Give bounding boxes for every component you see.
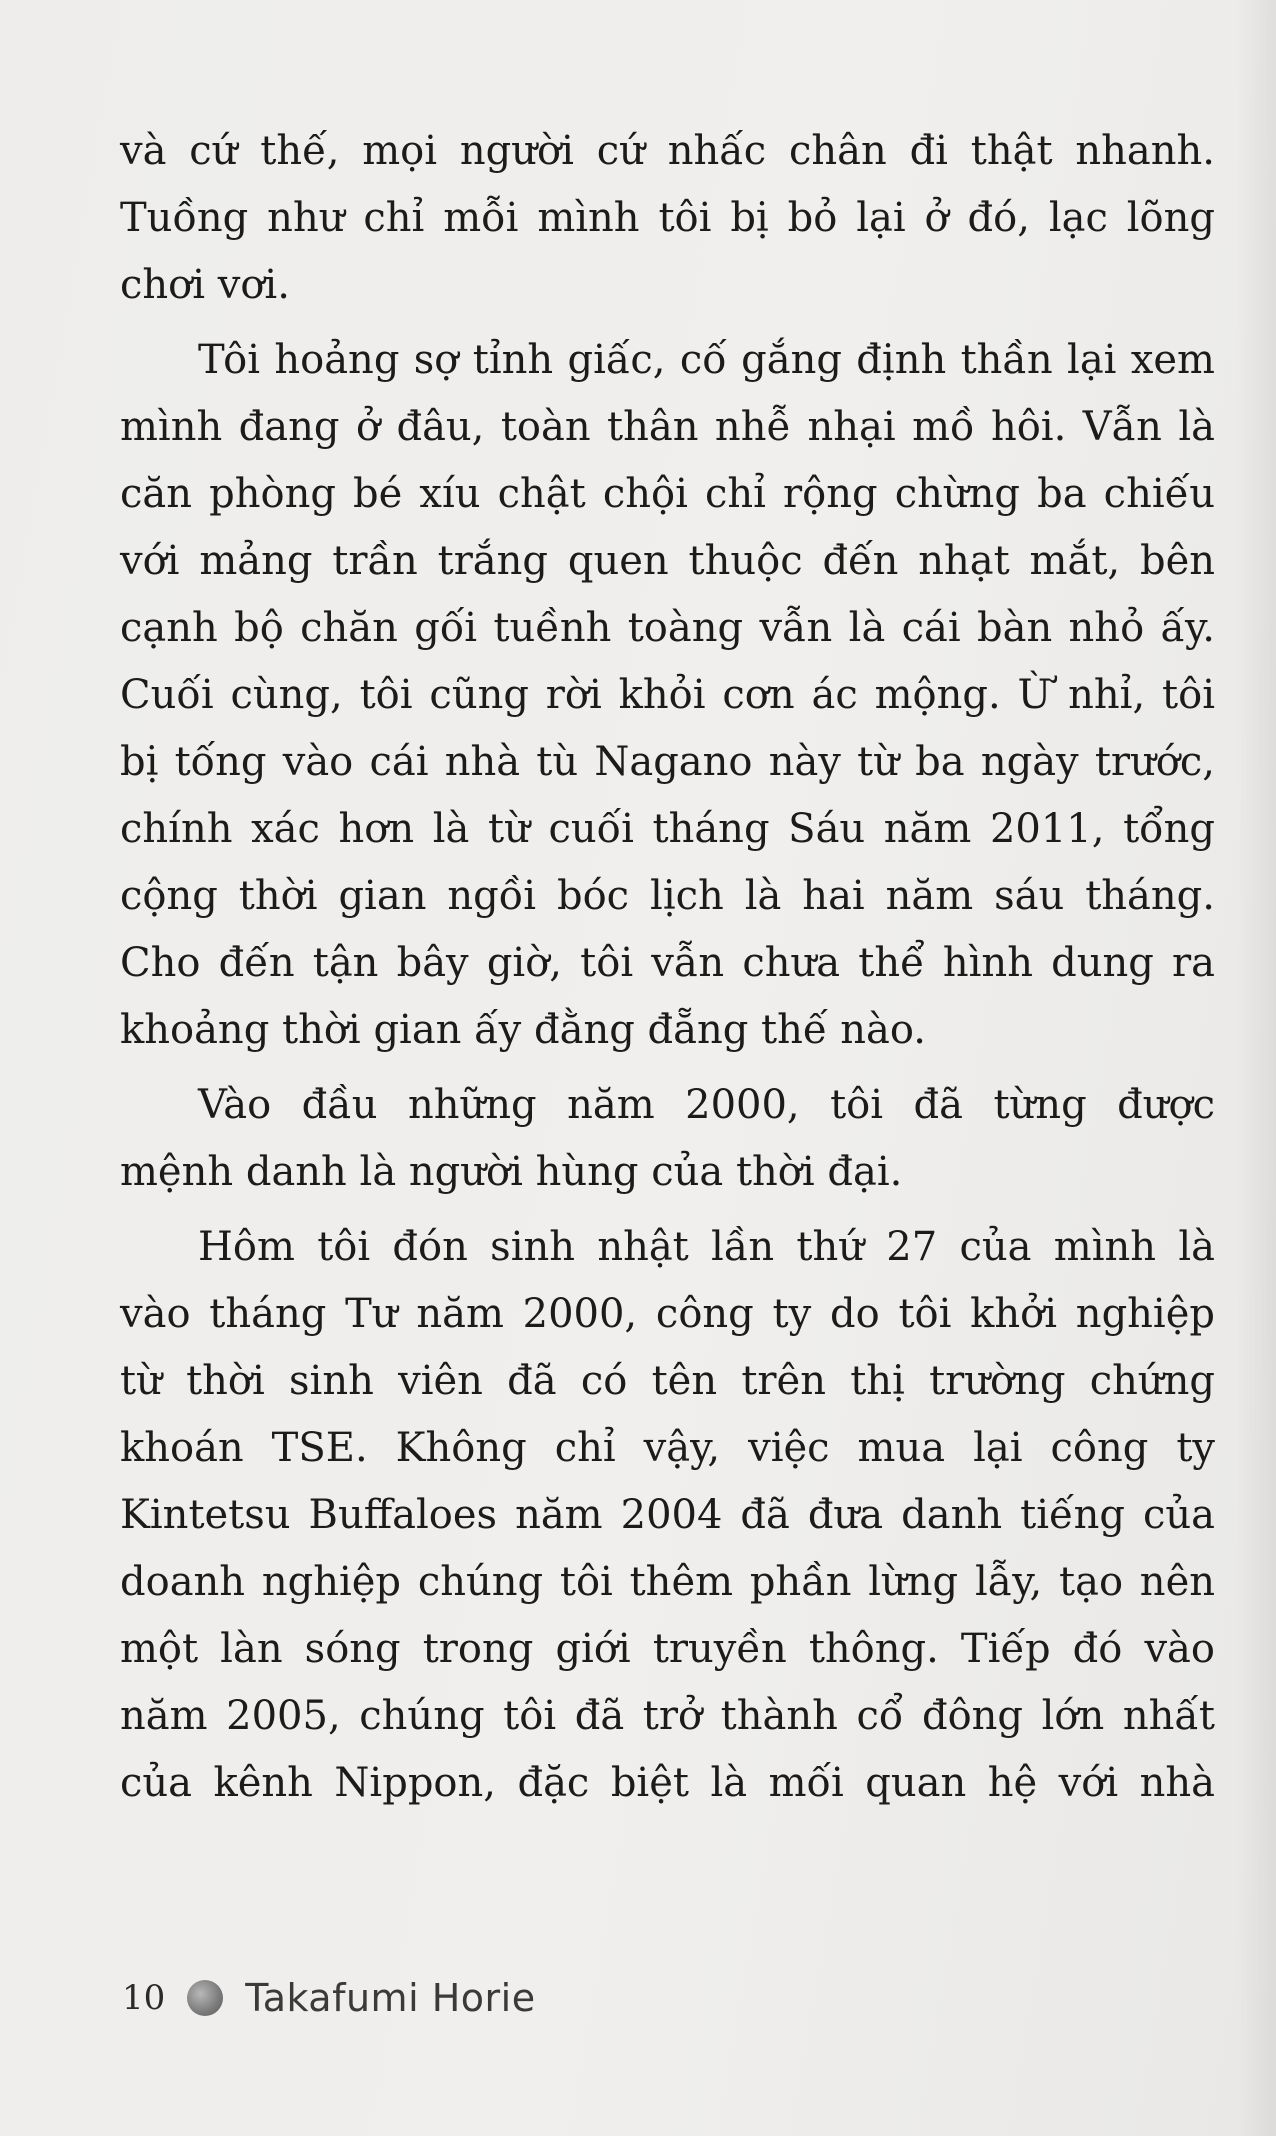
text-line: Hôm tôi đón sinh nhật lần thứ 27 của mình là xyxy=(198,1224,1215,1270)
text-line: cạnh bộ chăn gối tuềnh toàng vẫn là cái bàn nhỏ ấy. xyxy=(120,605,1215,651)
text-line: căn phòng bé xíu chật chội chỉ rộng chừng ba chiếu xyxy=(120,471,1215,517)
body-text xyxy=(120,118,1215,1825)
paragraph-2 xyxy=(120,327,1215,1064)
text-line: với mảng trần trắng quen thuộc đến nhạt mắt, bên xyxy=(120,538,1215,584)
text-line: chơi vơi. xyxy=(120,262,290,308)
text-line: Tuồng như chỉ mỗi mình tôi bị bỏ lại ở đó, lạc lõng xyxy=(120,195,1215,241)
paragraph-4 xyxy=(120,1214,1215,1817)
text-line: Cuối cùng, tôi cũng rời khỏi cơn ác mộng. Ừ nhỉ, tôi xyxy=(120,672,1215,718)
page-edge-shadow xyxy=(1236,0,1276,2136)
text-line: và cứ thế, mọi người cứ nhấc chân đi thật nhanh. xyxy=(120,128,1215,174)
text-line: khoảng thời gian ấy đằng đẵng thế nào. xyxy=(120,1007,926,1053)
text-line: chính xác hơn là từ cuối tháng Sáu năm 2011, tổng xyxy=(120,806,1215,852)
text-line: doanh nghiệp chúng tôi thêm phần lừng lẫy, tạo nên xyxy=(120,1559,1215,1605)
page-footer xyxy=(122,1968,536,2028)
text-line: của kênh Nippon, đặc biệt là mối quan hệ với nhà xyxy=(120,1760,1215,1806)
text-line: bị tống vào cái nhà tù Nagano này từ ba ngày trước, xyxy=(120,739,1215,785)
text-line: mình đang ở đâu, toàn thân nhễ nhại mồ hôi. Vẫn là xyxy=(120,404,1215,450)
text-line: năm 2005, chúng tôi đã trở thành cổ đông lớn nhất xyxy=(120,1693,1215,1739)
text-line: Vào đầu những năm 2000, tôi đã từng được xyxy=(198,1082,1215,1128)
paragraph-3 xyxy=(120,1072,1215,1206)
text-line: vào tháng Tư năm 2000, công ty do tôi khởi nghiệp xyxy=(120,1291,1215,1337)
text-line: Kintetsu Buffaloes năm 2004 đã đưa danh tiếng của xyxy=(120,1492,1215,1538)
text-line: một làn sóng trong giới truyền thông. Tiếp đó vào xyxy=(120,1626,1215,1672)
text-line: Tôi hoảng sợ tỉnh giấc, cố gắng định thần lại xem xyxy=(198,337,1215,383)
text-line: khoán TSE. Không chỉ vậy, việc mua lại công ty xyxy=(120,1425,1215,1471)
text-line: từ thời sinh viên đã có tên trên thị trường chứng xyxy=(120,1358,1215,1404)
text-line: mệnh danh là người hùng của thời đại. xyxy=(120,1149,903,1195)
text-line: Cho đến tận bây giờ, tôi vẫn chưa thể hình dung ra xyxy=(120,940,1215,986)
author-name: Takafumi Horie xyxy=(245,1976,536,2020)
text-line: cộng thời gian ngồi bóc lịch là hai năm sáu tháng. xyxy=(120,873,1215,919)
page-number: 10 xyxy=(122,1978,166,2018)
paragraph-1 xyxy=(120,118,1215,319)
bullet-dot-icon xyxy=(187,1980,223,2016)
